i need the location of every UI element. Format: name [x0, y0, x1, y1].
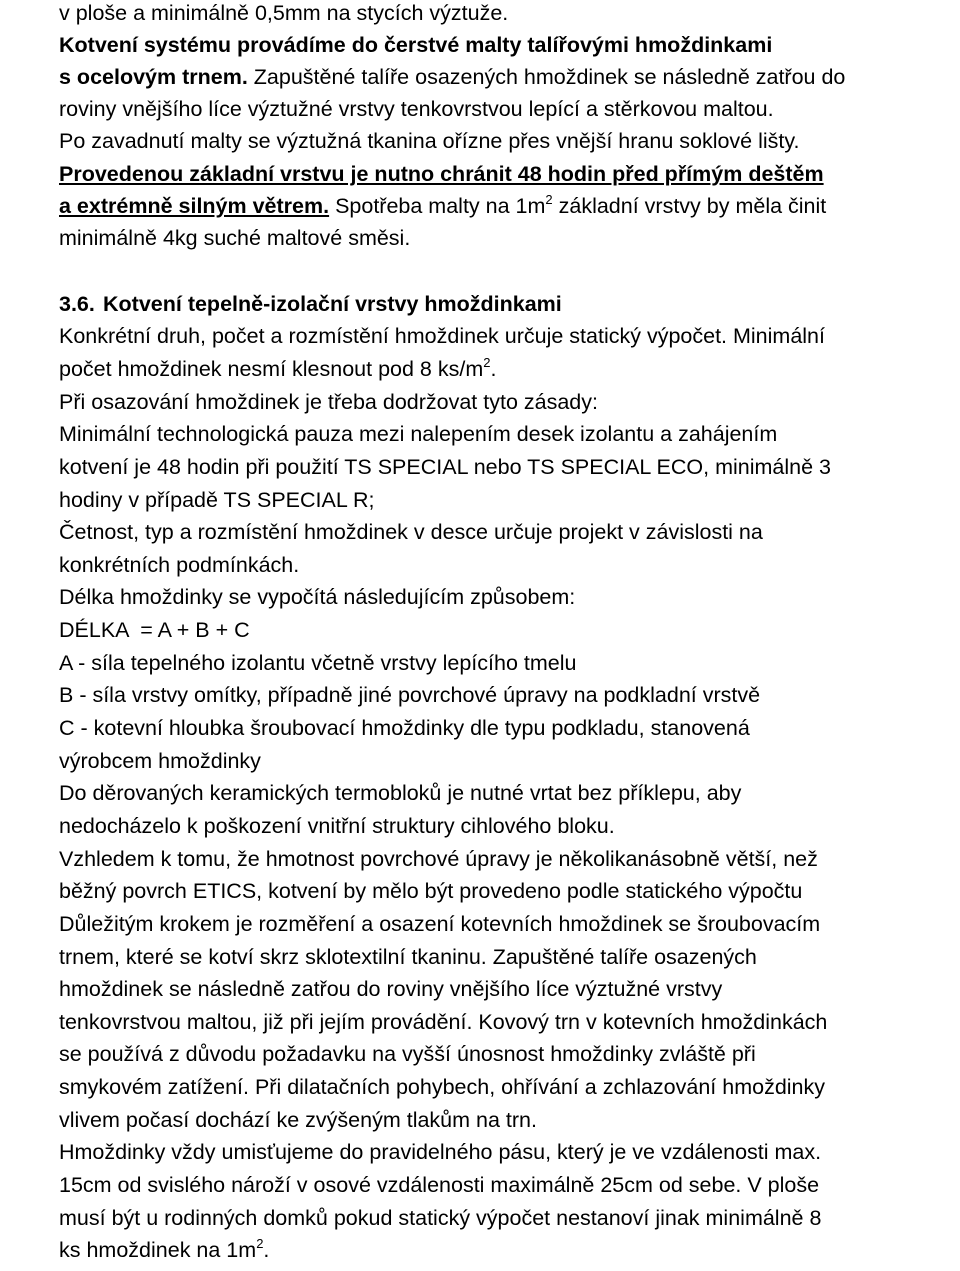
superscript: 2 — [256, 1235, 264, 1251]
text-line: Délka hmoždinky se vypočítá následujícím způsobem: — [59, 585, 576, 609]
warning-line: a extrémně silným větrem. Spotřeba malty na $1m^2$ základní vrstvy by měla činit — [59, 191, 827, 218]
text-line: 15cm od svislého nároží v osové vzdálenosti maximálně 25cm od sebe. V ploše — [59, 1173, 820, 1197]
text-line: Při osazování hmoždinek je třeba dodržovat tyto zásady: — [59, 390, 598, 414]
text-line: Důležitým krokem je rozměření a osazení kotevních hmoždinek se šroubovacím — [59, 912, 821, 936]
bold-text: s ocelovým trnem. — [59, 65, 248, 89]
warning-line — [59, 161, 824, 187]
section-title: Kotvení tepelně-izolační vrstvy hmoždinkami — [103, 292, 562, 316]
text-line: Minimální technologická pauza mezi nalepením desek izolantu a zahájením — [59, 422, 778, 446]
bold-text: Kotvení systému provádíme do čerstvé malty talířovými hmoždinkami — [59, 33, 773, 57]
text-line: konkrétních podmínkách. — [59, 553, 300, 577]
text-line: tenkovrstvou maltou, již při jejím provádění. Kovový trn v kotevních hmoždinkách — [59, 1010, 828, 1034]
text-line: Hmoždinky vždy umisťujeme do pravidelného pásu, který je ve vzdálenosti max. — [59, 1140, 822, 1164]
text-line — [59, 32, 772, 58]
text-line: výrobcem hmoždinky — [59, 749, 261, 773]
text-line: počet hmoždinek nesmí klesnout pod 8 $ks/m^2$. — [59, 354, 497, 381]
text-line: C - kotevní hloubka šroubovací hmoždinky dle typu podkladu, stanovená — [59, 716, 750, 740]
text-line: hmoždinek se následně zatřou do roviny vnějšího líce výztužné vrstvy — [59, 977, 723, 1001]
text-line: ks hmoždinek na $1m^2$. — [59, 1235, 270, 1262]
superscript: 2 — [545, 191, 553, 207]
formula-line: DÉLKA = A + B + C — [59, 618, 250, 642]
text-line: kotvení je 48 hodin při použití TS SPECIAL nebo TS SPECIAL ECO, minimálně 3 — [59, 455, 832, 479]
section-number: 3.6. — [59, 292, 95, 316]
bold-underlined-text: a extrémně silným větrem. — [59, 194, 330, 218]
text-line: nedocházelo k poškození vnitřní struktury cihlového bloku. — [59, 814, 615, 838]
bold-underlined-text: Provedenou základní vrstvu je nutno chránit 48 hodin před přímým deštěm — [59, 162, 824, 186]
text-line: se používá z důvodu požadavku na vyšší únosnost hmoždinky zvláště při — [59, 1042, 756, 1066]
text-line: roviny vnějšího líce výztužné vrstvy tenkovrstvou lepící a stěrkovou maltou. — [59, 97, 774, 121]
text-line: trnem, které se kotví skrz sklotextilní tkaninu. Zapuštěné talíře osazených — [59, 945, 757, 969]
text-line: v ploše a minimálně 0,5mm na stycích výztuže. — [59, 1, 509, 25]
text-line: Konkrétní druh, počet a rozmístění hmoždinek určuje statický výpočet. Minimální — [59, 324, 825, 348]
text-line: B - síla vrstvy omítky, případně jiné povrchové úpravy na podkladní vrstvě — [59, 683, 761, 707]
section-heading — [59, 291, 562, 317]
text-line: běžný povrch ETICS, kotvení by mělo být provedeno podle statického výpočtu — [59, 879, 803, 903]
text-line: Do děrovaných keramických termobloků je nutné vrtat bez příklepu, aby — [59, 781, 742, 805]
text-line: Vzhledem k tomu, že hmotnost povrchové úpravy je několikanásobně větší, než — [59, 847, 818, 871]
text-line: minimálně 4kg suché maltové směsi. — [59, 226, 411, 250]
text-line: s ocelovým trnem. Zapuštěné talíře osazených hmoždinek se následně zatřou do — [59, 65, 846, 89]
text-line: Četnost, typ a rozmístění hmoždinek v desce určuje projekt v závislosti na — [59, 520, 763, 544]
text-line: A - síla tepelného izolantu včetně vrstvy lepícího tmelu — [59, 651, 577, 675]
text-line: vlivem počasí dochází ke zvýšeným tlakům na trn. — [59, 1108, 537, 1132]
text-line: smykovém zatížení. Při dilatačních pohybech, ohřívání a zchlazování hmoždinky — [59, 1075, 826, 1099]
text-line: musí být u rodinných domků pokud statický výpočet nestanoví jinak minimálně 8 — [59, 1206, 822, 1230]
superscript: 2 — [483, 354, 491, 370]
text-line: Po zavadnutí malty se výztužná tkanina ořízne přes vnější hranu soklové lišty. — [59, 129, 800, 153]
text-line: hodiny v případě TS SPECIAL R; — [59, 488, 375, 512]
